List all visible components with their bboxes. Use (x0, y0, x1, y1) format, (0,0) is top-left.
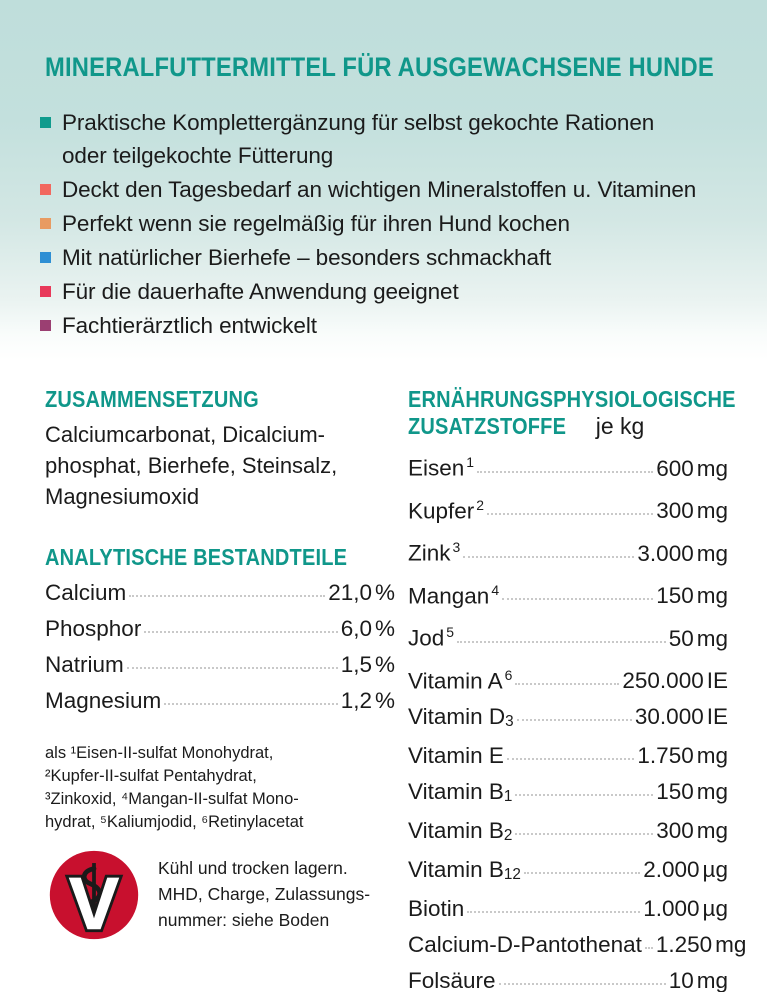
dotted-leader (457, 640, 666, 643)
dotted-leader (499, 982, 666, 985)
row-value: 2.000 µg (643, 857, 728, 882)
row-label: Jod $^5$ (408, 624, 455, 651)
footnote-line: ³Zinkoxid, ⁴Mangan-II-sulfat Mono- (45, 790, 299, 808)
row-unit: mg (696, 625, 728, 651)
dotted-leader (507, 757, 635, 760)
storage-instructions (158, 855, 370, 933)
list-item (40, 207, 740, 240)
table-row (408, 529, 728, 572)
list-item (40, 309, 740, 342)
row-value: 1.750 mg (637, 743, 728, 768)
storage-line: Kühl und trocken lagern. (158, 858, 348, 878)
composition-line: Calciumcarbonat, Dicalcium- (45, 422, 325, 447)
table-row (408, 927, 747, 963)
list-item-text (62, 106, 654, 172)
table-row (45, 683, 395, 719)
list-item-line1: Mit natürlicher Bierhefe – besonders schmackhaft (62, 245, 552, 270)
bullet-square-icon (40, 184, 51, 195)
list-item (40, 241, 740, 274)
table-row (408, 891, 728, 927)
row-unit: µg (702, 896, 728, 921)
row-value: 50 mg (668, 625, 728, 651)
row-label: Folsäure (408, 968, 496, 992)
row-value: 300 mg (656, 498, 728, 523)
row-label: Vitamin $B_{12}$ (408, 857, 521, 883)
dotted-leader (515, 682, 619, 685)
row-value: 10 mg (668, 968, 728, 992)
row-value: 150 mg (656, 779, 728, 804)
footnote-line: als ¹Eisen-II-sulfat Monohydrat, (45, 744, 274, 762)
list-item-line1: Deckt den Tagesbedarf an wichtigen Mineralstoffen u. Vitaminen (62, 177, 697, 202)
feature-bullet-list (40, 106, 740, 343)
composition-line: phosphat, Bierhefe, Steinsalz, (45, 453, 338, 478)
composition-text (45, 419, 395, 512)
row-label: Biotin (408, 896, 465, 921)
list-item-line1: Für die dauerhafte Anwendung geeignet (62, 279, 459, 304)
row-value: 1.000 µg (643, 896, 728, 921)
dotted-leader (129, 594, 325, 597)
dotted-leader (477, 470, 653, 473)
row-unit: % (374, 580, 395, 605)
table-row (408, 572, 728, 615)
footnote-marker: 5 (446, 624, 455, 640)
row-label: Vitamin A $^6$ (408, 666, 513, 693)
bullet-square-icon (40, 218, 51, 229)
row-value: 1.250 mg (655, 932, 747, 957)
section-spacer (45, 512, 395, 544)
row-value: 6,0 % (340, 616, 395, 641)
additives-heading-line2: ZUSATZSTOFFE (408, 413, 567, 439)
row-unit: % (374, 688, 395, 713)
row-unit: mg (696, 455, 728, 481)
row-value: 1,2 % (340, 688, 395, 713)
dotted-leader (502, 597, 653, 600)
table-row (408, 487, 728, 530)
row-unit: mg (696, 583, 728, 608)
row-value: 1,5 % (340, 652, 395, 677)
subscript-marker: 3 (505, 713, 514, 730)
row-unit: IE (706, 668, 728, 693)
list-item-text (62, 275, 459, 308)
footnote-block (45, 742, 385, 834)
list-item-text (62, 309, 317, 342)
dotted-leader (515, 793, 653, 796)
footnote-marker: 2 (476, 496, 485, 513)
footnote-line: hydrat, ⁵Kaliumjodid, ⁶Retinylacetat (45, 813, 304, 831)
list-item-text (62, 207, 570, 240)
bullet-square-icon (40, 320, 51, 331)
row-label: Vitamin $B_1$ (408, 779, 513, 805)
composition-heading: ZUSAMMENSETZUNG (45, 386, 259, 412)
dotted-leader (515, 832, 653, 835)
table-row (45, 647, 395, 683)
dotted-leader (463, 555, 634, 558)
composition-line: Magnesiumoxid (45, 484, 200, 509)
dotted-leader (517, 718, 632, 721)
table-row (408, 852, 728, 891)
logo-and-storage (47, 848, 370, 942)
row-label: Vitamin $D_3$ (408, 704, 514, 730)
row-label: Zink $^3$ (408, 539, 461, 566)
row-unit: % (374, 616, 395, 641)
row-unit: mg (696, 743, 728, 768)
page-title: MINERALFUTTERMITTEL FÜR AUSGEWACHSENE HUNDE (45, 52, 714, 82)
table-row (408, 774, 728, 813)
list-item-text (62, 241, 551, 274)
list-item-line2: oder teilgekochte Fütterung (62, 143, 334, 168)
dotted-leader (164, 702, 337, 705)
veterinary-asclepius-logo-icon (47, 848, 141, 942)
row-unit: mg (696, 968, 728, 992)
subscript-marker: 2 (503, 827, 513, 844)
dotted-leader (487, 512, 653, 515)
row-unit: % (374, 652, 395, 677)
subscript-marker: 1 (503, 788, 513, 805)
list-item (40, 173, 740, 206)
footnote-marker: 4 (491, 581, 500, 598)
table-row (408, 444, 728, 487)
storage-line: nummer: siehe Boden (158, 910, 330, 930)
analytical-table (45, 575, 395, 719)
additives-table (408, 444, 747, 992)
row-unit: mg (696, 498, 728, 523)
row-unit: mg (715, 932, 747, 957)
row-label: Eisen $^1$ (408, 454, 475, 481)
dotted-leader (524, 871, 640, 874)
footnote-marker: 1 (466, 454, 475, 470)
bullet-square-icon (40, 286, 51, 297)
row-value: 3.000 mg (637, 540, 728, 566)
table-row (408, 738, 728, 774)
row-label: Mangan $^4$ (408, 581, 500, 608)
row-label: Magnesium (45, 688, 162, 713)
row-value: 300 mg (656, 818, 728, 843)
row-unit: µg (702, 857, 728, 882)
bullet-square-icon (40, 252, 51, 263)
table-row (408, 813, 728, 852)
row-label: Vitamin E (408, 743, 504, 768)
table-row (45, 575, 395, 611)
row-value: 150 mg (656, 583, 728, 608)
table-row (45, 611, 395, 647)
bullet-square-icon (40, 117, 51, 128)
row-value: 600 mg (656, 455, 728, 481)
list-item-text (62, 173, 696, 206)
additives-heading-line1: ERNÄHRUNGSPHYSIOLOGISCHE (408, 386, 736, 412)
list-item (40, 106, 740, 172)
row-label: Natrium (45, 652, 124, 677)
table-row (408, 614, 728, 657)
analytical-heading: ANALYTISCHE BESTANDTEILE (45, 544, 348, 570)
dotted-leader (645, 946, 653, 949)
row-label: Kupfer $^2$ (408, 496, 485, 523)
row-value: 30.000 IE (634, 704, 728, 729)
additives-heading-suffix: je kg (595, 413, 645, 439)
row-label: Calcium (45, 580, 127, 605)
right-column (408, 386, 747, 992)
table-row (408, 657, 728, 700)
list-item-line1: Perfekt wenn sie regelmäßig für ihren Hund kochen (62, 211, 570, 236)
row-unit: IE (706, 704, 728, 729)
row-label: Phosphor (45, 616, 142, 641)
list-item-line1: Fachtierärztlich entwickelt (62, 313, 317, 338)
dotted-leader (144, 630, 337, 633)
row-value: 250.000 IE (622, 668, 728, 693)
subscript-marker: 12 (503, 866, 521, 883)
row-unit: mg (696, 540, 728, 566)
row-label: Calcium-D-Pantothenat (408, 932, 642, 957)
table-row (408, 699, 728, 738)
left-column (45, 386, 395, 719)
footnote-marker: 3 (452, 539, 461, 555)
table-row (408, 963, 728, 992)
row-label: Vitamin $B_2$ (408, 818, 513, 844)
dotted-leader (127, 666, 338, 669)
list-item-line1: Praktische Komplettergänzung für selbst gekochte Rationen (62, 110, 655, 135)
list-item (40, 275, 740, 308)
footnote-marker: 6 (504, 666, 513, 683)
additives-heading-line2-wrap (408, 413, 728, 440)
row-unit: mg (696, 818, 728, 843)
storage-line: MHD, Charge, Zulassungs- (158, 884, 371, 904)
dotted-leader (467, 910, 640, 913)
row-value: 21,0 % (328, 580, 395, 605)
footnote-line: ²Kupfer-II-sulfat Pentahydrat, (45, 767, 257, 785)
row-unit: mg (696, 779, 728, 804)
